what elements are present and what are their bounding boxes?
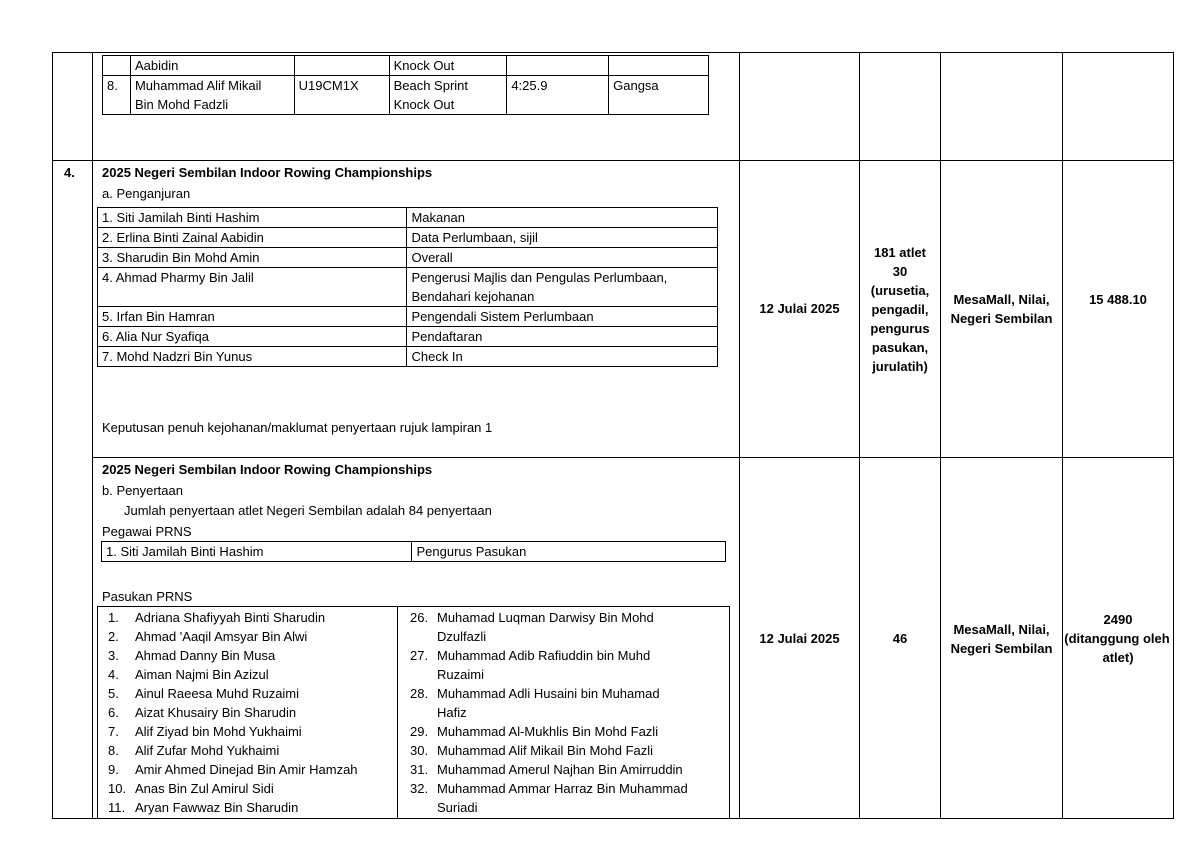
committee-name: 2. Erlina Binti Zainal Aabidin [98, 228, 407, 248]
race-time [507, 56, 609, 76]
event-name: Beach Sprint Knock Out [389, 76, 507, 115]
list-item: 2. Ahmad 'Aaqil Amsyar Bin Alwi [108, 629, 308, 644]
list-item: 32. Muhammad Ammar Harraz Bin Muhammad [410, 781, 688, 796]
section-subtitle: b. Penyertaan [102, 483, 183, 498]
athlete-name: Muhammad Alif Mikail Bin Mohd Fadzli [130, 76, 294, 115]
list-item: 29. Muhammad Al-Mukhlis Bin Mohd Fazli [410, 724, 659, 739]
column-divider-date [859, 52, 860, 819]
list-item: 8. Alif Zufar Mohd Yukhaimi [108, 743, 280, 758]
team-box-right [729, 606, 730, 819]
table-row [98, 248, 718, 268]
list-item: 1. Adriana Shafiyyah Binti Sharudin [108, 610, 326, 625]
race-time: 4:25.9 [507, 76, 609, 115]
event-date: 12 Julai 2025 [759, 301, 840, 316]
list-item: 11. Aryan Fawwaz Bin Sharudin [108, 800, 299, 815]
section-title: 2025 Negeri Sembilan Indoor Rowing Championships [102, 165, 433, 180]
official-role: Pengurus Pasukan [412, 542, 726, 562]
committee-role: Check In [407, 347, 718, 367]
team-heading: Pasukan PRNS [102, 589, 193, 604]
table-row [98, 228, 718, 248]
table-row [98, 307, 718, 327]
table-row [98, 347, 718, 367]
committee-name: 4. Ahmad Pharmy Bin Jalil [98, 268, 407, 307]
event-venue: MesaMall, Nilai, Negeri Sembilan [950, 622, 1053, 656]
row-number [103, 56, 131, 76]
list-item: 6. Aizat Khusairy Bin Sharudin [108, 705, 297, 720]
athlete-name: Aabidin [130, 56, 294, 76]
results-note: Keputusan penuh kejohanan/maklumat penyertaan rujuk lampiran 1 [102, 420, 493, 435]
outer-border-top [52, 52, 1174, 53]
committee-role: Pengendali Sistem Perlumbaan [407, 307, 718, 327]
outer-border-bottom [52, 818, 1174, 819]
table-row [98, 208, 718, 228]
list-item: 10. Anas Bin Zul Amirul Sidi [108, 781, 274, 796]
officials-table [101, 541, 726, 562]
team-box-top [97, 606, 730, 607]
committee-table [97, 207, 718, 367]
committee-role: Overall [407, 248, 718, 268]
list-item: 28. Muhammad Adli Husaini bin Muhamad [410, 686, 660, 701]
official-name: 1. Siti Jamilah Binti Hashim [102, 542, 412, 562]
team-list-right [410, 608, 728, 817]
table-row [103, 56, 709, 76]
participants-count: 181 atlet 30 (urusetia, pengadil, pengurus pasukan, jurulatih) [870, 245, 930, 374]
table-row [102, 542, 726, 562]
list-item: 4. Aiman Najmi Bin Azizul [108, 667, 269, 682]
event-date: 12 Julai 2025 [759, 631, 840, 646]
team-box-divider [397, 606, 398, 819]
row-number: 8. [103, 76, 131, 115]
event-cost: 15 488.10 [1089, 292, 1147, 307]
entries-summary: Jumlah penyertaan atlet Negeri Sembilan adalah 84 penyertaan [124, 503, 492, 518]
section-subtitle: a. Penganjuran [102, 186, 191, 201]
results-carryover-table [102, 55, 709, 115]
section-number: 4. [64, 165, 75, 180]
committee-role: Pengerusi Majlis dan Pengulas Perlumbaan, Bendahari kejohanan [407, 268, 718, 307]
committee-name: 5. Irfan Bin Hamran [98, 307, 407, 327]
list-item: 5. Ainul Raeesa Muhd Ruzaimi [108, 686, 300, 701]
team-box-left [97, 606, 98, 819]
category-code [294, 56, 389, 76]
list-item: Ruzaimi [437, 667, 484, 682]
committee-name: 7. Mohd Nadzri Bin Yunus [98, 347, 407, 367]
column-divider-participants [940, 52, 941, 819]
list-item: Hafiz [437, 705, 467, 720]
table-row [98, 327, 718, 347]
event-cost: 2490 (ditanggung oleh atlet) [1064, 612, 1170, 665]
outer-border-left [52, 52, 53, 819]
column-divider-number [92, 52, 93, 819]
table-row [98, 268, 718, 307]
row-divider-1 [52, 160, 1174, 161]
event-name: Knock Out [389, 56, 507, 76]
list-item: 30. Muhammad Alif Mikail Bin Mohd Fazli [410, 743, 654, 758]
event-venue: MesaMall, Nilai, Negeri Sembilan [950, 292, 1053, 326]
officials-heading: Pegawai PRNS [102, 524, 192, 539]
committee-role: Data Perlumbaan, sijil [407, 228, 718, 248]
list-item: Dzulfazli [437, 629, 487, 644]
committee-role: Makanan [407, 208, 718, 228]
row-divider-2 [92, 457, 1174, 458]
team-list-left [108, 608, 396, 817]
list-item: 27. Muhammad Adib Rafiuddin bin Muhd [410, 648, 651, 663]
list-item: Suriadi [437, 800, 478, 815]
list-item: 7. Alif Ziyad bin Mohd Yukhaimi [108, 724, 302, 739]
section-title: 2025 Negeri Sembilan Indoor Rowing Championships [102, 462, 433, 477]
committee-name: 1. Siti Jamilah Binti Hashim [98, 208, 407, 228]
column-divider-venue [1062, 52, 1063, 819]
committee-name: 3. Sharudin Bin Mohd Amin [98, 248, 407, 268]
category-code: U19CM1X [294, 76, 389, 115]
column-divider-details [739, 52, 740, 819]
list-item: 9. Amir Ahmed Dinejad Bin Amir Hamzah [108, 762, 358, 777]
medal: Gangsa [609, 76, 709, 115]
list-item: 26. Muhamad Luqman Darwisy Bin Mohd [410, 610, 654, 625]
outer-border-right [1173, 52, 1174, 819]
committee-name: 6. Alia Nur Syafiqa [98, 327, 407, 347]
medal [609, 56, 709, 76]
list-item: 31. Muhammad Amerul Najhan Bin Amirruddin [410, 762, 683, 777]
table-row [103, 76, 709, 115]
list-item: 3. Ahmad Danny Bin Musa [108, 648, 276, 663]
participants-count: 46 [892, 631, 908, 646]
committee-role: Pendaftaran [407, 327, 718, 347]
